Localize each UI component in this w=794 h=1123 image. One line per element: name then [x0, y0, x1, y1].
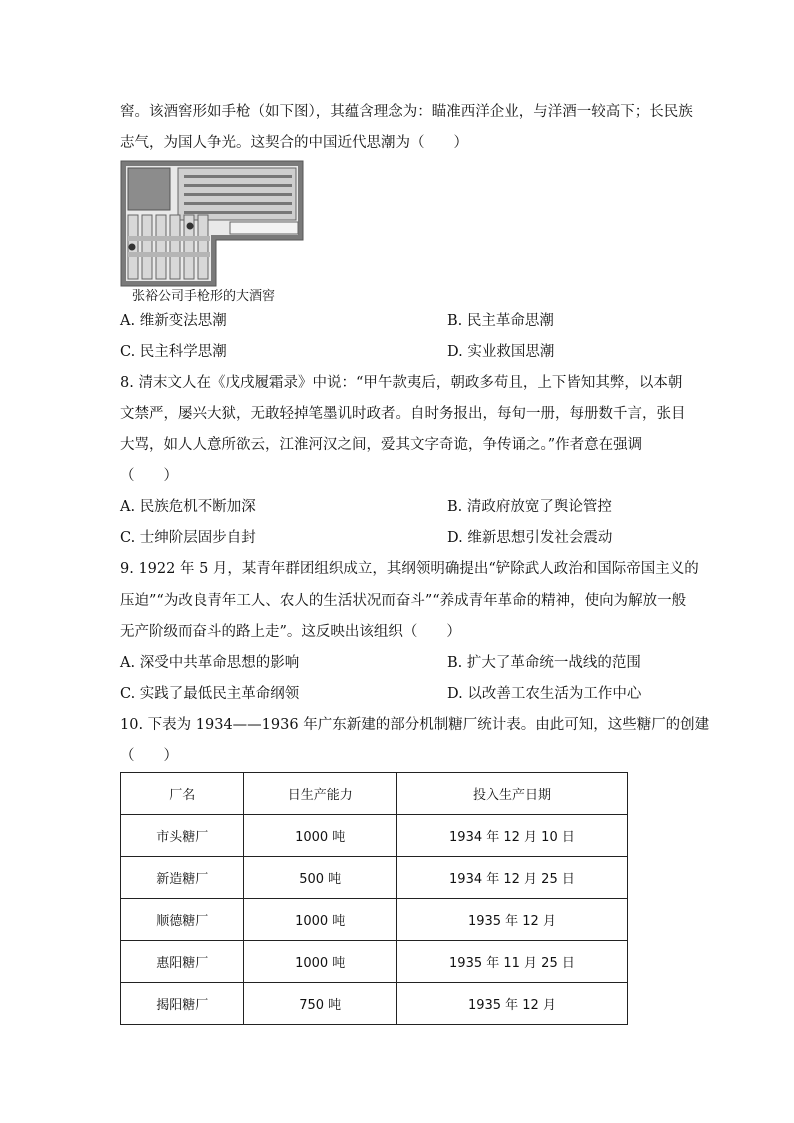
q8-stem-line-3: 大骂，如人人意所欲云，江淮河汉之间，爱其文字奇诡，争传诵之。”作者意在强调	[120, 437, 643, 453]
q10-stem-line-1: 10. 下表为 1934——1936 年广东新建的部分机制糖厂统计表。由此可知，这些糖厂的创建	[120, 717, 710, 733]
q9-stem-line-3: 无产阶级而奋斗的路上走”。这反映出该组织（ ）	[120, 624, 461, 640]
table-row	[121, 983, 628, 1025]
figure-caption: 张裕公司手枪形的大酒窖	[132, 289, 276, 304]
q9-stem-line-2: 压迫”“为改良青年工人、农人的生活状况而奋斗”“养成青年革命的精神，使向为解放一般	[120, 593, 687, 609]
table-cell: 500 吨	[244, 857, 396, 899]
table-cell: 1934 年 12 月 10 日	[396, 815, 627, 857]
table-cell: 1934 年 12 月 25 日	[396, 857, 627, 899]
q7-option-a[interactable]: A. 维新变法思潮	[120, 313, 227, 329]
table-cell: 1000 吨	[244, 899, 396, 941]
q7-option-c[interactable]: C. 民主科学思潮	[120, 344, 227, 360]
table-cell: 惠阳糖厂	[121, 941, 244, 983]
table-cell: 新造糖厂	[121, 857, 244, 899]
table-header-name: 厂名	[121, 773, 244, 815]
table-cell: 1935 年 12 月	[396, 983, 627, 1025]
table-row	[121, 941, 628, 983]
table-header-row	[121, 773, 628, 815]
table-row	[121, 857, 628, 899]
q9-stem-line-1: 9. 1922 年 5 月，某青年群团组织成立，其纲领明确提出“铲除武人政治和国际帝国主义的	[120, 561, 699, 577]
q8-stem-line-2: 文禁严，屡兴大狱，无敢轻掉笔墨讥时政者。自时务报出，每旬一册，每册数千言，张目	[120, 406, 686, 422]
q7-option-d[interactable]: D. 实业救国思潮	[447, 344, 555, 360]
q9-option-a[interactable]: A. 深受中共革命思想的影响	[120, 655, 300, 671]
table-header-capacity: 日生产能力	[244, 773, 396, 815]
q9-option-c[interactable]: C. 实践了最低民主革命纲领	[120, 686, 300, 702]
q8-stem-line-1: 8. 清末文人在《戊戌履霜录》中说：“甲午款夷后，朝政多苟且，上下皆知其弊，以本朝	[120, 375, 683, 391]
table-header-date: 投入生产日期	[396, 773, 627, 815]
table-cell: 市头糖厂	[121, 815, 244, 857]
q8-answer-blank: （ ）	[120, 468, 178, 484]
q7-option-b[interactable]: B. 民主革命思潮	[447, 313, 554, 329]
q8-option-a[interactable]: A. 民族危机不断加深	[120, 499, 256, 515]
table-cell: 1000 吨	[244, 815, 396, 857]
table-cell: 顺德糖厂	[121, 899, 244, 941]
q9-option-d[interactable]: D. 以改善工农生活为工作中心	[447, 686, 642, 702]
q7-stem-line-2: 志气，为国人争光。这契合的中国近代思潮为（ ）	[120, 135, 468, 151]
table-cell: 揭阳糖厂	[121, 983, 244, 1025]
table-cell: 750 吨	[244, 983, 396, 1025]
table-row	[121, 815, 628, 857]
q10-answer-blank: （ ）	[120, 748, 178, 764]
q8-option-d[interactable]: D. 维新思想引发社会震动	[447, 530, 613, 546]
table-cell: 1935 年 11 月 25 日	[396, 941, 627, 983]
q8-option-c[interactable]: C. 士绅阶层固步自封	[120, 530, 256, 546]
table-row	[121, 899, 628, 941]
table-cell: 1935 年 12 月	[396, 899, 627, 941]
q7-stem-line-1: 窖。该酒窖形如手枪（如下图），其蕴含理念为：瞄准西洋企业，与洋酒一较高下；长民族	[120, 104, 693, 120]
q8-option-b[interactable]: B. 清政府放宽了舆论管控	[447, 499, 612, 515]
table-cell: 1000 吨	[244, 941, 396, 983]
q9-option-b[interactable]: B. 扩大了革命统一战线的范围	[447, 655, 641, 671]
wine-cellar-figure	[120, 160, 304, 287]
sugar-factory-table	[120, 772, 628, 1025]
